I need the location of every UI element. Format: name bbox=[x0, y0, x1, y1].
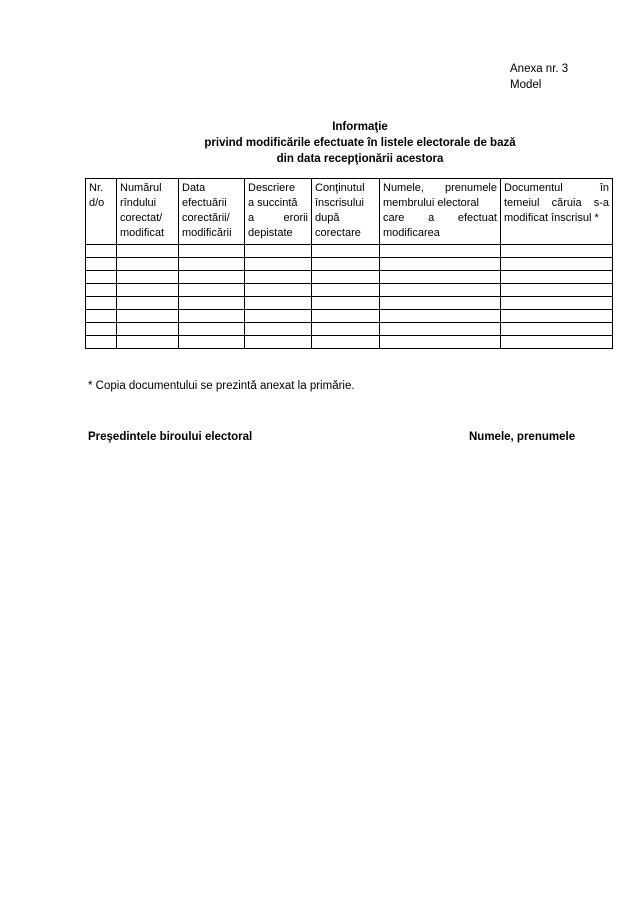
table-cell bbox=[380, 258, 501, 271]
table-row bbox=[86, 245, 613, 258]
table-cell bbox=[312, 271, 380, 284]
table-cell bbox=[380, 310, 501, 323]
header-row-number: Numărul rîndului corectat/ modificat bbox=[117, 179, 179, 245]
table-row bbox=[86, 310, 613, 323]
table-cell bbox=[179, 245, 245, 258]
table-cell bbox=[179, 284, 245, 297]
table-cell bbox=[245, 245, 312, 258]
annex-number: Anexa nr. 3 bbox=[510, 63, 569, 75]
table-cell bbox=[312, 310, 380, 323]
header-nr: Nr. d/o bbox=[86, 179, 117, 245]
table-cell bbox=[501, 297, 613, 310]
table-cell bbox=[179, 258, 245, 271]
table-cell bbox=[117, 336, 179, 349]
header-error-description: Descriere a succintă a erorii depistate bbox=[245, 179, 312, 245]
table-cell bbox=[179, 297, 245, 310]
table-cell bbox=[380, 284, 501, 297]
table-cell bbox=[312, 336, 380, 349]
table-cell bbox=[117, 271, 179, 284]
table-cell bbox=[86, 245, 117, 258]
table-cell bbox=[380, 323, 501, 336]
table-cell bbox=[501, 245, 613, 258]
table-cell bbox=[117, 310, 179, 323]
signature-name-label: Numele, prenumele bbox=[469, 431, 576, 443]
table-cell bbox=[312, 258, 380, 271]
table-cell bbox=[501, 323, 613, 336]
header-entry-content: Conţinutul înscrisului după corectare bbox=[312, 179, 380, 245]
records-table bbox=[85, 178, 613, 349]
table-cell bbox=[380, 336, 501, 349]
title-line-1: Informaţie bbox=[332, 121, 388, 133]
table-row bbox=[86, 336, 613, 349]
table-cell bbox=[501, 336, 613, 349]
annex-label bbox=[510, 61, 568, 93]
table-cell bbox=[245, 297, 312, 310]
table-row bbox=[86, 271, 613, 284]
table-cell bbox=[86, 310, 117, 323]
footnote: * Copia documentului se prezintă anexat la primărie. bbox=[88, 380, 355, 392]
table-cell bbox=[380, 245, 501, 258]
header-document-basis: Documentul în temeiul căruia s-a modificat înscrisul * bbox=[501, 179, 613, 245]
table-cell bbox=[501, 271, 613, 284]
table-cell bbox=[501, 284, 613, 297]
title-line-3: din data recepţionării acestora bbox=[276, 153, 444, 165]
table-cell bbox=[86, 271, 117, 284]
annex-model: Model bbox=[510, 79, 542, 91]
table-cell bbox=[179, 323, 245, 336]
table-cell bbox=[179, 310, 245, 323]
table-cell bbox=[117, 297, 179, 310]
table-cell bbox=[312, 245, 380, 258]
table-cell bbox=[179, 336, 245, 349]
table-row bbox=[86, 297, 613, 310]
table-cell bbox=[380, 297, 501, 310]
table-cell bbox=[117, 258, 179, 271]
table-cell bbox=[312, 284, 380, 297]
table-cell bbox=[312, 297, 380, 310]
table-cell bbox=[86, 323, 117, 336]
table-cell bbox=[86, 258, 117, 271]
table-cell bbox=[245, 271, 312, 284]
header-member-name: Numele, prenumele membrului electoral care a efectuat modificarea bbox=[380, 179, 501, 245]
table-cell bbox=[380, 271, 501, 284]
table-cell bbox=[312, 323, 380, 336]
table-row bbox=[86, 258, 613, 271]
table-cell bbox=[501, 258, 613, 271]
table-cell bbox=[245, 310, 312, 323]
table-cell bbox=[86, 336, 117, 349]
table-cell bbox=[117, 245, 179, 258]
table-cell bbox=[245, 284, 312, 297]
table-cell bbox=[117, 323, 179, 336]
table-row bbox=[86, 284, 613, 297]
table-cell bbox=[117, 284, 179, 297]
signature-president-label: Preşedintele biroului electoral bbox=[88, 431, 253, 443]
table-cell bbox=[245, 258, 312, 271]
table-cell bbox=[86, 284, 117, 297]
document-title bbox=[150, 119, 570, 167]
table-cell bbox=[245, 323, 312, 336]
title-line-2: privind modificările efectuate în listele electorale de bază bbox=[204, 137, 516, 149]
table-cell bbox=[86, 297, 117, 310]
table-row bbox=[86, 323, 613, 336]
table-cell bbox=[245, 336, 312, 349]
table-cell bbox=[179, 271, 245, 284]
table-cell bbox=[501, 310, 613, 323]
header-row bbox=[86, 179, 613, 245]
header-correction-date: Data efectuării corectării/ modificării bbox=[179, 179, 245, 245]
